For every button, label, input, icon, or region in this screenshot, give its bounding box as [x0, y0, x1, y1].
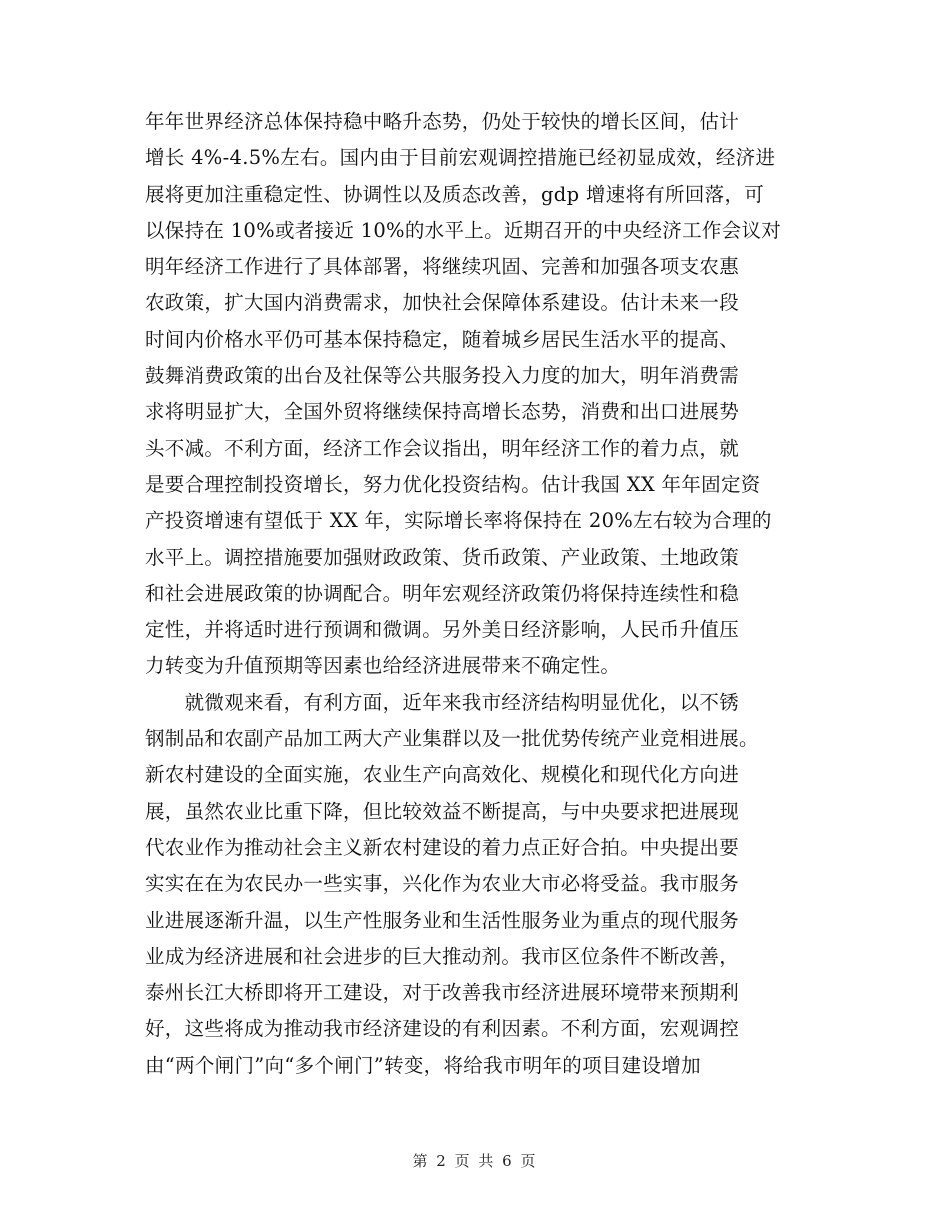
text-line: 代农业作为推动社会主义新农村建设的着力点正好合拍。中央提出要 — [145, 835, 740, 859]
text-line: 钢制品和农副产品加工两大产业集群以及一批优势传统产业竞相进展。 — [145, 727, 759, 751]
text-line: 鼓舞消费政策的出台及社保等公共服务投入力度的加大，明年消费需 — [145, 364, 740, 388]
text-line: 明年经济工作进行了具体部署，将继续巩固、完善和加强各项支农惠 — [145, 255, 740, 279]
text-line: 求将明显扩大，全国外贸将继续保持高增长态势，消费和出口进展势 — [145, 400, 740, 424]
text-line: 是要合理控制投资增长，努力优化投资结构。估计我国 XX 年年固定资 — [145, 472, 761, 496]
text-line: 年年世界经济总体保持稳中略升态势，仍处于较快的增长区间，估计 — [145, 110, 740, 133]
text-line: 展，虽然农业比重下降，但比较效益不断提高，与中央要求把进展现 — [145, 799, 740, 823]
text-line: 产投资增速有望低于 XX 年，实际增长率将保持在 20%左右较为合理的 — [145, 509, 772, 533]
text-line: 定性，并将适时进行预调和微调。另外美日经济影响，人民币升值压 — [145, 618, 740, 642]
text-line: 展将更加注重稳定性、协调性以及质态改善，gdp 增速将有所回落，可 — [145, 182, 765, 206]
text-line: 和社会进展政策的协调配合。明年宏观经济政策仍将保持连续性和稳 — [145, 581, 740, 605]
text-line: 力转变为升值预期等因素也给经济进展带来不确定性。 — [145, 654, 621, 678]
text-line: 好，这些将成为推动我市经济建设的有利因素。不利方面，宏观调控 — [145, 1017, 740, 1041]
text-line: 农政策，扩大国内消费需求，加快社会保障体系建设。估计未来一段 — [145, 291, 740, 315]
text-line: 业成为经济进展和社会进步的巨大推动剂。我市区位条件不断改善， — [145, 944, 740, 968]
text-line: 增长 4%-4.5%左右。国内由于目前宏观调控措施已经初显成效，经济进 — [145, 146, 776, 170]
text-line: 以保持在 10%或者接近 10%的水平上。近期召开的中央经济工作会议对 — [145, 218, 782, 242]
body-text — [145, 104, 807, 1084]
text-line: 实实在在为农民办一些实事，兴化作为农业大市必将受益。我市服务 — [145, 872, 740, 896]
text-line: 由“两个闸门”向“多个闸门”转变，将给我市明年的项目建设增加 — [145, 1053, 701, 1077]
text-line: 就微观来看，有利方面，近年来我市经济结构明显优化，以不锈 — [145, 690, 740, 714]
text-line: 头不减。不利方面，经济工作会议指出，明年经济工作的着力点，就 — [145, 436, 740, 460]
text-line: 业进展逐渐升温，以生产性服务业和生活性服务业为重点的现代服务 — [145, 908, 740, 932]
text-line: 时间内价格水平仍可基本保持稳定，随着城乡居民生活水平的提高、 — [145, 327, 740, 351]
text-line: 泰州长江大桥即将开工建设，对于改善我市经济进展环境带来预期利 — [145, 981, 740, 1005]
page-number-footer: 第 2 页 共 6 页 — [412, 1152, 538, 1170]
text-line: 水平上。调控措施要加强财政政策、货币政策、产业政策、土地政策 — [145, 545, 740, 569]
text-line: 新农村建设的全面实施，农业生产向高效化、规模化和现代化方向进 — [145, 763, 740, 787]
